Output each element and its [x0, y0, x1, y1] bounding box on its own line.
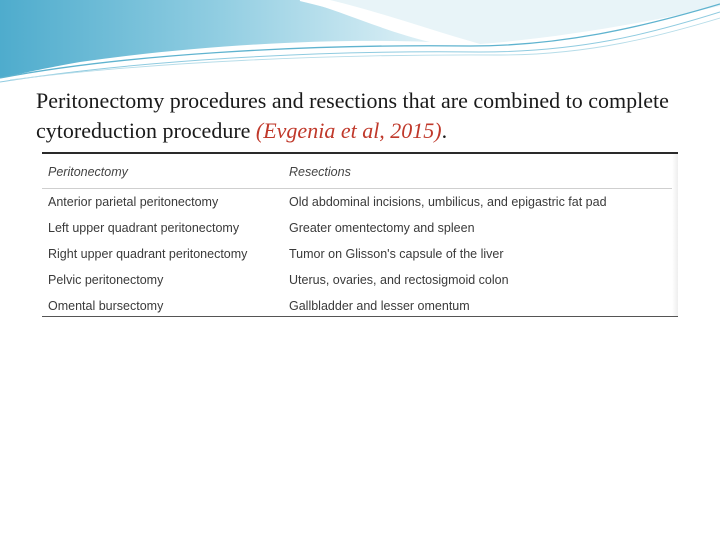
resection-cell: Gallbladder and lesser omentum — [289, 299, 470, 313]
header-resections: Resections — [283, 154, 678, 189]
table-row — [42, 241, 678, 267]
table-edge-shade — [672, 154, 678, 316]
wave-band-fill — [0, 0, 430, 78]
procedure-cell: Omental bursectomy — [48, 299, 164, 313]
table-row — [42, 189, 678, 216]
header-wave-decoration — [0, 0, 720, 90]
resection-cell: Tumor on Glisson's capsule of the liver — [289, 247, 504, 261]
table-row — [42, 267, 678, 293]
table-header-row — [42, 154, 678, 189]
procedures-table-image — [42, 152, 678, 317]
procedure-cell: Left upper quadrant peritonectomy — [48, 221, 240, 235]
slide-title-period: . — [441, 118, 448, 143]
procedure-cell: Anterior parietal peritonectomy — [48, 195, 219, 209]
table-row — [42, 215, 678, 241]
resection-cell: Greater omentectomy and spleen — [289, 221, 475, 235]
slide-title — [36, 86, 706, 146]
slide-title-citation: (Evgenia et al, 2015) — [255, 118, 442, 143]
procedure-cell: Right upper quadrant peritonectomy — [48, 247, 248, 261]
procedure-cell: Pelvic peritonectomy — [48, 273, 164, 287]
resection-cell: Uterus, ovaries, and rectosigmoid colon — [289, 273, 509, 287]
procedures-table — [42, 154, 678, 319]
table-row — [42, 293, 678, 319]
slide-title-text: Peritonectomy procedures and resections that are combined to complete cytoreduction procedure — [36, 88, 669, 143]
header-peritonectomy: Peritonectomy — [42, 154, 283, 189]
resection-cell: Old abdominal incisions, umbilicus, and epigastric fat pad — [289, 195, 607, 209]
